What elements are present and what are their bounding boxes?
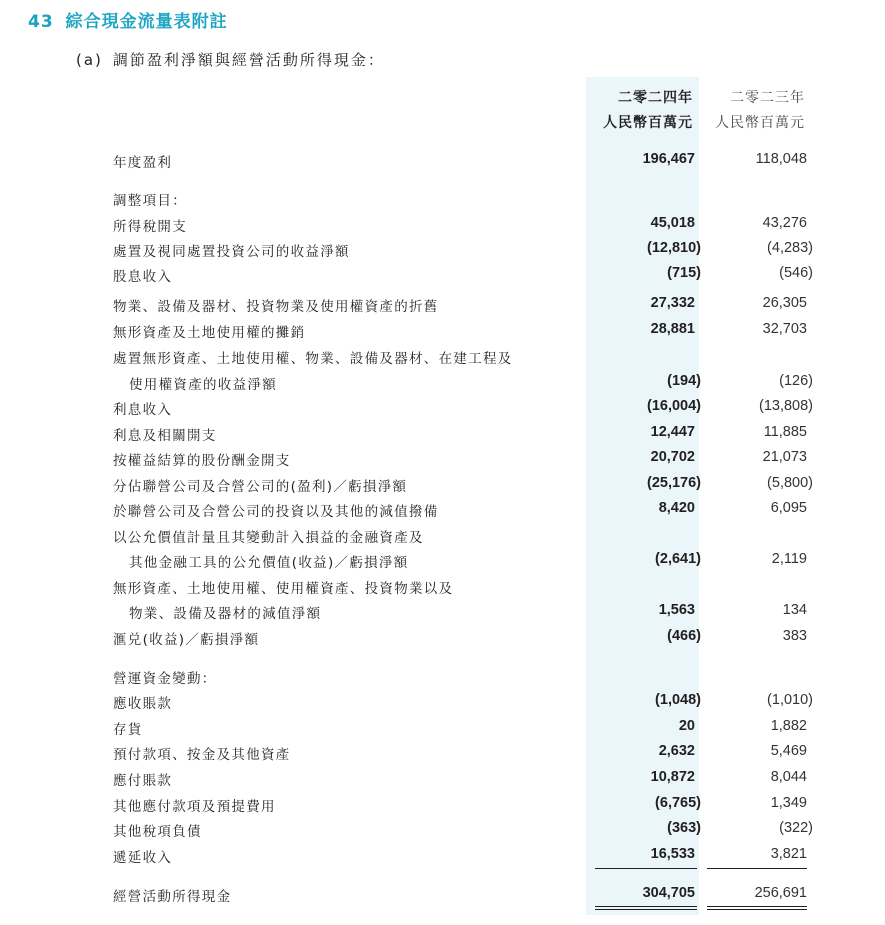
row-label: 年度盈利 (113, 155, 173, 171)
row-label: 營運資金變動： (113, 671, 217, 687)
current-year-value: 2,632 (658, 743, 695, 759)
current-year-value: (715) (667, 265, 701, 281)
current-year-value: (1,048) (655, 692, 701, 708)
prior-year-value: 6,095 (770, 500, 807, 516)
prior-year-value: 134 (782, 602, 807, 618)
row-label: 所得稅開支 (113, 219, 187, 235)
current-unit-header: 人民幣百萬元 (603, 115, 693, 131)
prior-year-value: 1,349 (770, 795, 807, 811)
table-row (0, 347, 885, 369)
row-label: 預付款項、按金及其他資產 (113, 747, 291, 763)
current-year-value: 196,467 (642, 151, 695, 167)
current-year-value: 20 (678, 718, 695, 734)
row-label: 物業、設備及器材、投資物業及使用權資產的折舊 (113, 299, 439, 315)
row-label: 無形資產及土地使用權的攤銷 (113, 325, 306, 341)
row-label: 滙兑(收益)／虧損淨額 (113, 632, 260, 648)
table-row (0, 500, 885, 522)
prior-year-value: (1,010) (767, 692, 813, 708)
prior-year-value: 32,703 (762, 321, 807, 337)
row-label: 遞延收入 (113, 850, 173, 866)
prior-year-value: 118,048 (755, 151, 807, 167)
row-label: 其他應付款項及預提費用 (113, 799, 276, 815)
prior-year-value: 43,276 (762, 215, 807, 231)
table-row (0, 692, 885, 714)
row-label: 利息及相關開支 (113, 428, 217, 444)
row-label: 存貨 (113, 722, 143, 738)
row-label: 利息收入 (113, 402, 173, 418)
total-row (0, 885, 885, 907)
table-row (0, 577, 885, 599)
prior-year-header: 二零二三年 (730, 90, 805, 106)
prior-unit-header: 人民幣百萬元 (715, 115, 805, 131)
prior-year-value: (13,808) (758, 398, 813, 414)
current-year-value: (6,765) (655, 795, 701, 811)
table-row (0, 373, 885, 395)
prior-year-value: 26,305 (762, 295, 807, 311)
current-year-value: (16,004) (646, 398, 701, 414)
table-row (0, 667, 885, 689)
prior-year-value: (4,283) (767, 240, 813, 256)
section-tag: (a) (76, 51, 103, 69)
row-label: 物業、設備及器材的減值淨額 (129, 606, 322, 622)
row-label: 使用權資產的收益淨額 (129, 377, 277, 393)
row-label: 其他稅項負債 (113, 824, 202, 840)
current-year-value: 28,881 (650, 321, 695, 337)
total-double-rule-top (595, 906, 697, 907)
prior-year-value: (322) (779, 820, 813, 836)
current-year-value: (363) (667, 820, 701, 836)
current-year-value: 10,872 (650, 769, 695, 785)
total-double-rule-bottom (595, 909, 697, 910)
prior-year-value: 2,119 (771, 551, 807, 567)
prior-year-value: 11,885 (763, 424, 807, 440)
row-label: 處置無形資產、土地使用權、物業、設備及器材、在建工程及 (113, 351, 513, 367)
note-title: 綜合現金流量表附註 (65, 12, 228, 32)
table-row (0, 795, 885, 817)
table-row (0, 240, 885, 262)
prior-year-value: 383 (782, 628, 807, 644)
subtotal-rule (595, 868, 697, 869)
table-row (0, 628, 885, 650)
table-row (0, 602, 885, 624)
current-year-value: (12,810) (646, 240, 701, 256)
current-year-value: (2,641) (655, 551, 701, 567)
row-label: 股息收入 (113, 269, 173, 285)
table-row (0, 321, 885, 343)
row-label: 按權益結算的股份酬金開支 (113, 453, 291, 469)
table-row (0, 424, 885, 446)
current-year-value: 12,447 (650, 424, 695, 440)
table-row (0, 820, 885, 842)
table-row (0, 718, 885, 740)
row-label: 經營活動所得現金 (113, 889, 232, 905)
current-year-value: 20,702 (650, 449, 695, 465)
current-year-value: (466) (667, 628, 701, 644)
row-label: 以公允價值計量且其變動計入損益的金融資產及 (113, 530, 424, 546)
current-year-value: 16,533 (650, 846, 695, 862)
total-double-rule-bottom (707, 909, 807, 910)
prior-year-value: 256,691 (754, 885, 807, 901)
row-label: 調整項目： (113, 193, 187, 209)
prior-year-value: 8,044 (770, 769, 807, 785)
table-row (0, 449, 885, 471)
row-label: 分佔聯營公司及合營公司的(盈利)／虧損淨額 (113, 479, 408, 495)
row-label: 應付賬款 (113, 773, 173, 789)
prior-year-value: 1,882 (770, 718, 807, 734)
section-heading (76, 49, 385, 70)
prior-year-value: (5,800) (767, 475, 813, 491)
table-row (0, 398, 885, 420)
table-row (0, 475, 885, 497)
table-row (0, 295, 885, 317)
table-row (0, 189, 885, 211)
prior-year-value: (126) (779, 373, 813, 389)
table-row (0, 551, 885, 573)
current-year-value: (25,176) (646, 475, 701, 491)
prior-year-value: 3,821 (770, 846, 807, 862)
row-label: 應收賬款 (113, 696, 173, 712)
row-label: 處置及視同處置投資公司的收益淨額 (113, 244, 350, 260)
note-number: 43 (28, 12, 54, 32)
current-year-value: (194) (667, 373, 701, 389)
current-year-value: 1,563 (658, 602, 695, 618)
note-heading (28, 7, 228, 32)
prior-year-value: (546) (779, 265, 813, 281)
table-row (0, 526, 885, 548)
total-double-rule-top (707, 906, 807, 907)
prior-year-value: 21,073 (762, 449, 807, 465)
section-title: 調節盈利淨額與經營活動所得現金： (112, 51, 385, 69)
table-row (0, 151, 885, 173)
current-year-value: 8,420 (658, 500, 695, 516)
table-row (0, 215, 885, 237)
row-label: 無形資產、土地使用權、使用權資產、投資物業以及 (113, 581, 454, 597)
table-row (0, 743, 885, 765)
row-label: 於聯營公司及合營公司的投資以及其他的減值撥備 (113, 504, 439, 520)
current-year-header: 二零二四年 (618, 90, 693, 106)
current-year-value: 27,332 (650, 295, 695, 311)
current-year-value: 45,018 (650, 215, 695, 231)
subtotal-rule (707, 868, 807, 869)
table-row (0, 846, 885, 868)
table-row (0, 769, 885, 791)
prior-year-value: 5,469 (770, 743, 807, 759)
current-year-value: 304,705 (642, 885, 695, 901)
row-label: 其他金融工具的公允價值(收益)／虧損淨額 (129, 555, 409, 571)
table-row (0, 265, 885, 287)
